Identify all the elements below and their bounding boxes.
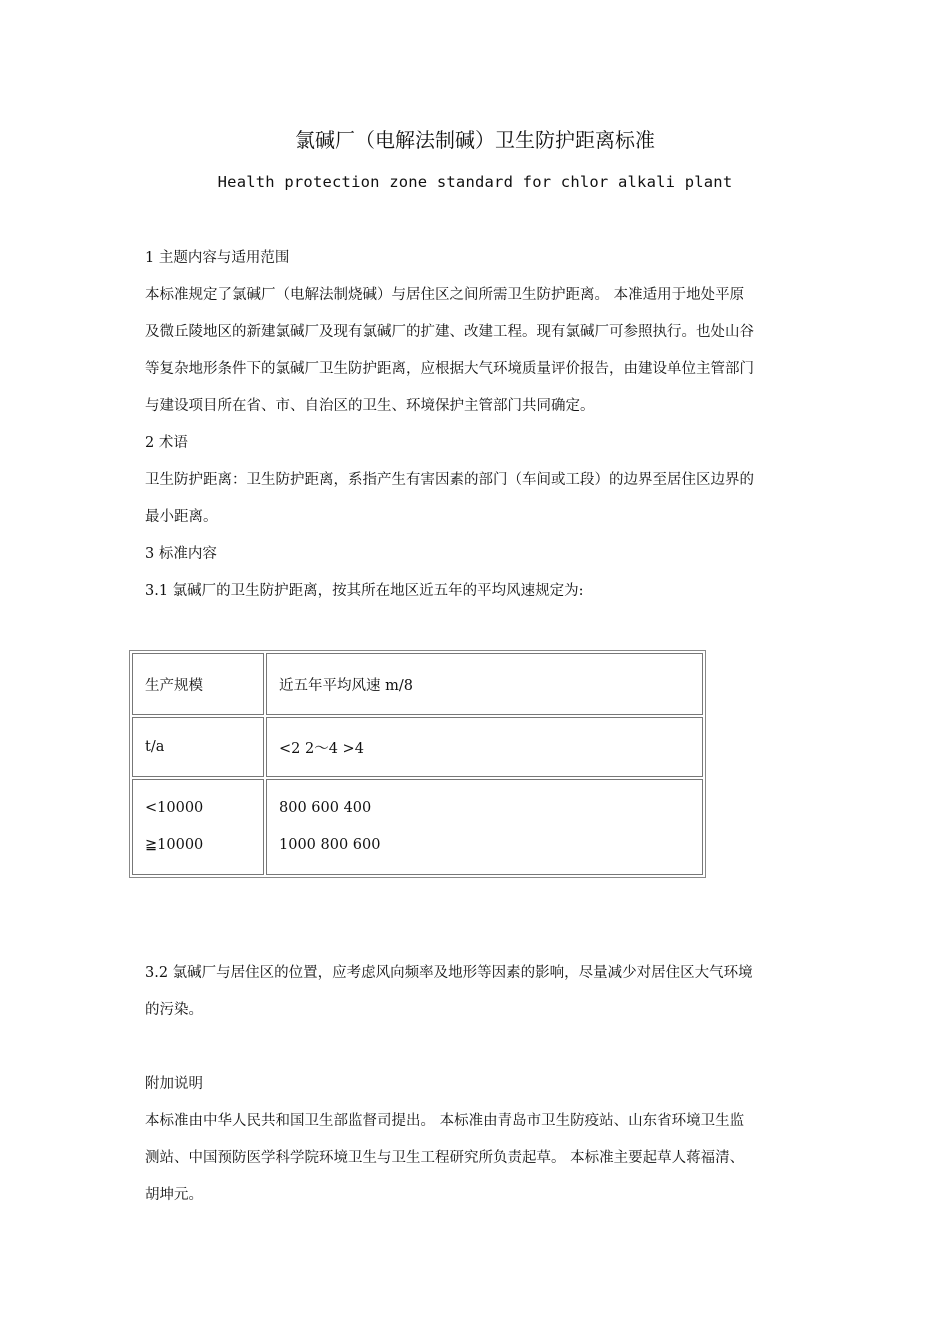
document-subtitle: Health protection zone standard for chlor alkali plant [217,173,733,191]
table-cell: 生产规模 [132,653,264,715]
paragraph-line: 本标准规定了氯碱厂（电解法制烧碱）与居住区之间所需卫生防护距离。 本准适用于地处平原 [145,287,745,303]
paragraph-line: 卫生防护距离：卫生防护距离，系指产生有害因素的部门（车间或工段）的边界至居住区边界的 [145,472,754,488]
paragraph-line: 测站、中国预防医学科学院环境卫生与卫生工程研究所负责起草。 本标准主要起草人蒋福清、 [145,1150,745,1166]
table-cell: 近五年平均风速 m/8 [266,653,703,715]
section-heading: 3 标准内容 [145,546,217,562]
table-cell [132,779,264,875]
paragraph-3-2 [145,955,810,1029]
paragraph-line: 本标准由中华人民共和国卫生部监督司提出。 本标准由青岛市卫生防疫站、山东省环境卫生监 [145,1113,745,1129]
table-cell: <2 2～4 >4 [266,717,703,777]
section-heading: 1 主题内容与适用范围 [145,250,290,266]
paragraph-line: 及微丘陵地区的新建氯碱厂及现有氯碱厂的扩建、改建工程。现有氯碱厂可参照执行。也处山谷 [145,324,754,340]
cell-value: 1000 800 600 [279,837,381,853]
section-heading: 2 术语 [145,435,188,451]
table-row [132,717,703,777]
cell-value: <10000 [145,800,204,816]
table-row [132,653,703,715]
paragraph-line: 的污染。 [145,1002,203,1018]
paragraph-line: 等复杂地形条件下的氯碱厂卫生防护距离，应根据大气环境质量评价报告，由建设单位主管部门 [145,361,754,377]
paragraph-line: 与建设项目所在省、市、自治区的卫生、环境保护主管部门共同确定。 [145,398,595,414]
section-1 [145,240,810,610]
paragraph-line: 最小距离。 [145,509,218,525]
table-cell [266,779,703,875]
table-row [132,779,703,875]
paragraph-line: 3.2 氯碱厂与居住区的位置，应考虑风向频率及地形等因素的影响，尽量减少对居住区大气环境 [145,965,753,981]
table-cell: t/a [132,717,264,777]
paragraph-line: 胡坤元。 [145,1187,203,1203]
paragraph-line: 3.1 氯碱厂的卫生防护距离，按其所在地区近五年的平均风速规定为: [145,583,584,599]
section-heading: 附加说明 [145,1076,203,1092]
cell-value: ≧10000 [145,837,204,853]
appendix [145,1066,810,1214]
protection-distance-table [129,650,706,878]
cell-value: 800 600 400 [279,800,372,816]
document-title: 氯碱厂（电解法制碱）卫生防护距离标准 [295,128,655,152]
